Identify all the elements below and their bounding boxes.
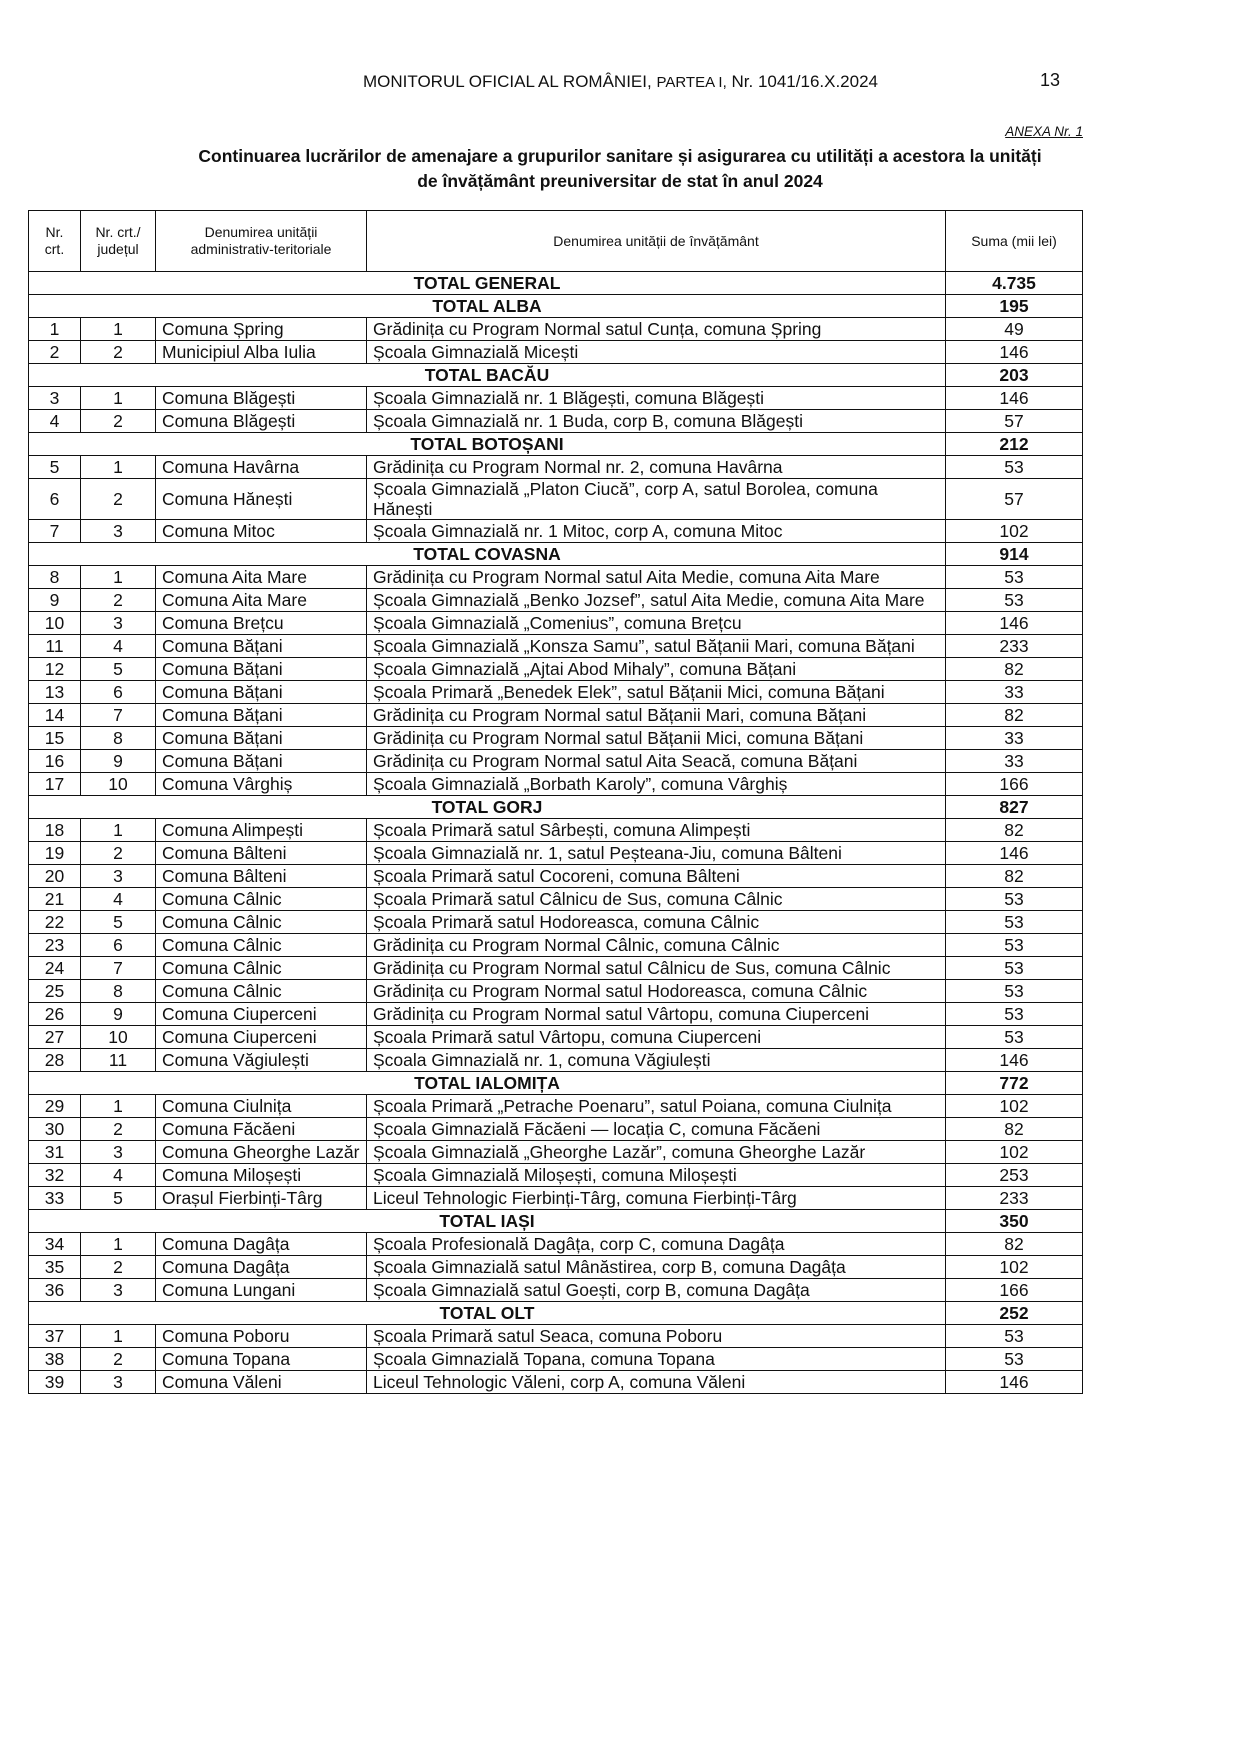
row-uat: Comuna Dagâța bbox=[156, 1256, 367, 1279]
total-row bbox=[29, 295, 1083, 318]
total-row bbox=[29, 272, 1083, 295]
row-nr: 29 bbox=[29, 1095, 81, 1118]
row-nr-judet: 3 bbox=[81, 865, 156, 888]
row-sum: 82 bbox=[946, 1233, 1083, 1256]
row-nr: 8 bbox=[29, 566, 81, 589]
row-school: Școala Gimnazială „Gheorghe Lazăr”, comuna Gheorghe Lazăr bbox=[367, 1141, 946, 1164]
total-sum: 212 bbox=[946, 433, 1083, 456]
row-uat: Comuna Bâlteni bbox=[156, 865, 367, 888]
row-school: Grădinița cu Program Normal satul Aita Seacă, comuna Bățani bbox=[367, 750, 946, 773]
row-uat: Municipiul Alba Iulia bbox=[156, 341, 367, 364]
row-sum: 53 bbox=[946, 456, 1083, 479]
row-uat: Comuna Bățani bbox=[156, 635, 367, 658]
row-sum: 146 bbox=[946, 1049, 1083, 1072]
row-uat: Comuna Blăgești bbox=[156, 410, 367, 433]
row-nr: 24 bbox=[29, 957, 81, 980]
row-uat: Comuna Miloșești bbox=[156, 1164, 367, 1187]
row-nr: 28 bbox=[29, 1049, 81, 1072]
row-sum: 53 bbox=[946, 980, 1083, 1003]
row-nr-judet: 3 bbox=[81, 1371, 156, 1394]
row-uat: Comuna Topana bbox=[156, 1348, 367, 1371]
total-label: TOTAL GENERAL bbox=[29, 272, 946, 295]
row-nr: 22 bbox=[29, 911, 81, 934]
table-row bbox=[29, 1256, 1083, 1279]
table-row bbox=[29, 479, 1083, 520]
row-nr: 1 bbox=[29, 318, 81, 341]
row-nr: 9 bbox=[29, 589, 81, 612]
table-row bbox=[29, 612, 1083, 635]
row-uat: Comuna Aita Mare bbox=[156, 566, 367, 589]
total-label: TOTAL IALOMIȚA bbox=[29, 1072, 946, 1095]
row-sum: 53 bbox=[946, 1325, 1083, 1348]
row-nr-judet: 8 bbox=[81, 727, 156, 750]
row-school: Școala Gimnazială Micești bbox=[367, 341, 946, 364]
table-row bbox=[29, 341, 1083, 364]
total-label: TOTAL COVASNA bbox=[29, 543, 946, 566]
row-school: Grădinița cu Program Normal nr. 2, comuna Havârna bbox=[367, 456, 946, 479]
row-school: Școala Gimnazială nr. 1, comuna Văgiulești bbox=[367, 1049, 946, 1072]
title-line-2: de învățământ preuniversitar de stat în anul 2024 bbox=[417, 171, 823, 191]
row-school: Grădinița cu Program Normal satul Hodoreasca, comuna Câlnic bbox=[367, 980, 946, 1003]
table-row bbox=[29, 456, 1083, 479]
row-nr: 37 bbox=[29, 1325, 81, 1348]
row-uat: Comuna Alimpești bbox=[156, 819, 367, 842]
row-sum: 102 bbox=[946, 520, 1083, 543]
row-uat: Comuna Câlnic bbox=[156, 957, 367, 980]
row-nr-judet: 5 bbox=[81, 1187, 156, 1210]
row-nr: 23 bbox=[29, 934, 81, 957]
row-uat: Comuna Făcăeni bbox=[156, 1118, 367, 1141]
row-nr: 12 bbox=[29, 658, 81, 681]
row-school: Școala Primară satul Cocoreni, comuna Bâlteni bbox=[367, 865, 946, 888]
table-row bbox=[29, 819, 1083, 842]
row-nr-judet: 1 bbox=[81, 387, 156, 410]
table-row bbox=[29, 318, 1083, 341]
total-label: TOTAL IAȘI bbox=[29, 1210, 946, 1233]
row-nr: 34 bbox=[29, 1233, 81, 1256]
row-nr: 27 bbox=[29, 1026, 81, 1049]
row-nr: 14 bbox=[29, 704, 81, 727]
row-nr: 2 bbox=[29, 341, 81, 364]
total-row bbox=[29, 1302, 1083, 1325]
row-sum: 53 bbox=[946, 888, 1083, 911]
row-nr: 19 bbox=[29, 842, 81, 865]
row-school: Școala Gimnazială Făcăeni — locația C, comuna Făcăeni bbox=[367, 1118, 946, 1141]
row-nr: 35 bbox=[29, 1256, 81, 1279]
row-sum: 53 bbox=[946, 957, 1083, 980]
row-nr: 21 bbox=[29, 888, 81, 911]
row-school: Școala Gimnazială nr. 1, satul Peșteana-Jiu, comuna Bâlteni bbox=[367, 842, 946, 865]
row-school: Școala Gimnazială „Benko Jozsef”, satul Aita Medie, comuna Aita Mare bbox=[367, 589, 946, 612]
table-row bbox=[29, 387, 1083, 410]
row-uat: Comuna Bățani bbox=[156, 658, 367, 681]
row-uat: Comuna Bâlteni bbox=[156, 842, 367, 865]
header-part: PARTEA I, bbox=[656, 74, 727, 91]
row-sum: 102 bbox=[946, 1256, 1083, 1279]
row-nr: 4 bbox=[29, 410, 81, 433]
row-uat: Comuna Dagâța bbox=[156, 1233, 367, 1256]
table-row bbox=[29, 842, 1083, 865]
row-school: Școala Gimnazială „Konsza Samu”, satul Bățanii Mari, comuna Bățani bbox=[367, 635, 946, 658]
row-uat: Comuna Ciulnița bbox=[156, 1095, 367, 1118]
table-row bbox=[29, 1348, 1083, 1371]
table-row bbox=[29, 957, 1083, 980]
row-school: Școala Profesională Dagâța, corp C, comuna Dagâța bbox=[367, 1233, 946, 1256]
table-row bbox=[29, 1164, 1083, 1187]
table-row bbox=[29, 934, 1083, 957]
row-sum: 53 bbox=[946, 589, 1083, 612]
row-nr-judet: 9 bbox=[81, 1003, 156, 1026]
row-sum: 233 bbox=[946, 1187, 1083, 1210]
row-school: Școala Gimnazială nr. 1 Blăgești, comuna Blăgești bbox=[367, 387, 946, 410]
row-nr: 18 bbox=[29, 819, 81, 842]
row-nr: 15 bbox=[29, 727, 81, 750]
row-uat: Comuna Văgiulești bbox=[156, 1049, 367, 1072]
table-row bbox=[29, 1279, 1083, 1302]
total-sum: 914 bbox=[946, 543, 1083, 566]
row-sum: 33 bbox=[946, 681, 1083, 704]
row-nr-judet: 5 bbox=[81, 911, 156, 934]
table-row bbox=[29, 773, 1083, 796]
row-uat: Comuna Văleni bbox=[156, 1371, 367, 1394]
total-sum: 350 bbox=[946, 1210, 1083, 1233]
total-row bbox=[29, 1210, 1083, 1233]
col-nr: Nr. crt. bbox=[29, 211, 81, 272]
row-nr: 30 bbox=[29, 1118, 81, 1141]
row-nr-judet: 3 bbox=[81, 1141, 156, 1164]
row-nr-judet: 3 bbox=[81, 612, 156, 635]
row-sum: 82 bbox=[946, 865, 1083, 888]
table-row bbox=[29, 911, 1083, 934]
row-school: Grădinița cu Program Normal Câlnic, comuna Câlnic bbox=[367, 934, 946, 957]
row-sum: 57 bbox=[946, 479, 1083, 520]
table-row bbox=[29, 1003, 1083, 1026]
row-nr-judet: 2 bbox=[81, 1256, 156, 1279]
row-sum: 166 bbox=[946, 1279, 1083, 1302]
total-label: TOTAL OLT bbox=[29, 1302, 946, 1325]
row-sum: 53 bbox=[946, 911, 1083, 934]
row-school: Școala Gimnazială Miloșești, comuna Miloșești bbox=[367, 1164, 946, 1187]
total-label: TOTAL BACĂU bbox=[29, 364, 946, 387]
row-nr-judet: 11 bbox=[81, 1049, 156, 1072]
col-uat: Denumirea unității administrativ-teritoriale bbox=[156, 211, 367, 272]
total-label: TOTAL ALBA bbox=[29, 295, 946, 318]
row-nr: 13 bbox=[29, 681, 81, 704]
table-row bbox=[29, 888, 1083, 911]
row-school: Școala Gimnazială nr. 1 Mitoc, corp A, comuna Mitoc bbox=[367, 520, 946, 543]
row-sum: 102 bbox=[946, 1095, 1083, 1118]
total-row bbox=[29, 1072, 1083, 1095]
col-nr-judet: Nr. crt./ județul bbox=[81, 211, 156, 272]
row-uat: Comuna Gheorghe Lazăr bbox=[156, 1141, 367, 1164]
row-uat: Comuna Havârna bbox=[156, 456, 367, 479]
table-row bbox=[29, 635, 1083, 658]
table-row bbox=[29, 1026, 1083, 1049]
row-sum: 53 bbox=[946, 934, 1083, 957]
row-nr: 16 bbox=[29, 750, 81, 773]
col-sum: Suma (mii lei) bbox=[946, 211, 1083, 272]
allocation-table bbox=[28, 210, 1083, 1394]
row-nr-judet: 1 bbox=[81, 1233, 156, 1256]
row-nr-judet: 1 bbox=[81, 318, 156, 341]
row-nr-judet: 4 bbox=[81, 1164, 156, 1187]
row-nr-judet: 7 bbox=[81, 957, 156, 980]
row-nr-judet: 1 bbox=[81, 1095, 156, 1118]
row-uat: Comuna Vârghiș bbox=[156, 773, 367, 796]
total-row bbox=[29, 543, 1083, 566]
row-nr: 3 bbox=[29, 387, 81, 410]
total-sum: 827 bbox=[946, 796, 1083, 819]
table-row bbox=[29, 1141, 1083, 1164]
row-sum: 146 bbox=[946, 341, 1083, 364]
row-nr-judet: 1 bbox=[81, 819, 156, 842]
row-nr: 11 bbox=[29, 635, 81, 658]
row-school: Grădinița cu Program Normal satul Bățanii Mici, comuna Bățani bbox=[367, 727, 946, 750]
header-title: MONITORUL OFICIAL AL ROMÂNIEI, bbox=[362, 72, 652, 91]
row-school: Grădinița cu Program Normal satul Bățanii Mari, comuna Bățani bbox=[367, 704, 946, 727]
row-sum: 53 bbox=[946, 1003, 1083, 1026]
row-uat: Comuna Hănești bbox=[156, 479, 367, 520]
row-nr-judet: 2 bbox=[81, 341, 156, 364]
row-nr-judet: 2 bbox=[81, 1348, 156, 1371]
row-uat: Comuna Bățani bbox=[156, 681, 367, 704]
row-uat: Comuna Aita Mare bbox=[156, 589, 367, 612]
row-sum: 82 bbox=[946, 1118, 1083, 1141]
row-nr-judet: 3 bbox=[81, 520, 156, 543]
row-nr-judet: 2 bbox=[81, 842, 156, 865]
table-row bbox=[29, 980, 1083, 1003]
row-school: Școala Gimnazială Topana, comuna Topana bbox=[367, 1348, 946, 1371]
row-sum: 53 bbox=[946, 1026, 1083, 1049]
total-row bbox=[29, 433, 1083, 456]
row-nr-judet: 8 bbox=[81, 980, 156, 1003]
row-school: Școala Primară satul Câlnicu de Sus, comuna Câlnic bbox=[367, 888, 946, 911]
table-row bbox=[29, 750, 1083, 773]
row-uat: Comuna Câlnic bbox=[156, 911, 367, 934]
row-school: Liceul Tehnologic Fierbinți-Târg, comuna Fierbinți-Târg bbox=[367, 1187, 946, 1210]
row-nr-judet: 6 bbox=[81, 934, 156, 957]
row-sum: 233 bbox=[946, 635, 1083, 658]
row-sum: 57 bbox=[946, 410, 1083, 433]
table-row bbox=[29, 1187, 1083, 1210]
row-school: Școala Gimnazială „Ajtai Abod Mihaly”, comuna Bățani bbox=[367, 658, 946, 681]
row-uat: Comuna Ciuperceni bbox=[156, 1026, 367, 1049]
row-uat: Comuna Brețcu bbox=[156, 612, 367, 635]
row-nr-judet: 9 bbox=[81, 750, 156, 773]
row-nr: 5 bbox=[29, 456, 81, 479]
row-nr: 6 bbox=[29, 479, 81, 520]
table-row bbox=[29, 704, 1083, 727]
col-school: Denumirea unității de învățământ bbox=[367, 211, 946, 272]
row-nr: 38 bbox=[29, 1348, 81, 1371]
row-school: Școala Primară satul Sârbești, comuna Alimpești bbox=[367, 819, 946, 842]
table-row bbox=[29, 681, 1083, 704]
table-row bbox=[29, 410, 1083, 433]
row-sum: 33 bbox=[946, 750, 1083, 773]
row-sum: 146 bbox=[946, 842, 1083, 865]
row-school: Grădinița cu Program Normal satul Vârtopu, comuna Ciuperceni bbox=[367, 1003, 946, 1026]
row-school: Grădinița cu Program Normal satul Câlnicu de Sus, comuna Câlnic bbox=[367, 957, 946, 980]
total-row bbox=[29, 796, 1083, 819]
row-school: Școala Gimnazială „Borbath Karoly”, comuna Vârghiș bbox=[367, 773, 946, 796]
row-school: Școala Gimnazială satul Mânăstirea, corp B, comuna Dagâța bbox=[367, 1256, 946, 1279]
row-uat: Comuna Blăgești bbox=[156, 387, 367, 410]
total-sum: 195 bbox=[946, 295, 1083, 318]
page-number: 13 bbox=[1040, 70, 1061, 90]
row-nr: 39 bbox=[29, 1371, 81, 1394]
row-sum: 49 bbox=[946, 318, 1083, 341]
row-school: Școala Primară „Petrache Poenaru”, satul Poiana, comuna Ciulnița bbox=[367, 1095, 946, 1118]
row-nr-judet: 5 bbox=[81, 658, 156, 681]
row-school: Școala Primară satul Hodoreasca, comuna Câlnic bbox=[367, 911, 946, 934]
row-school: Liceul Tehnologic Văleni, corp A, comuna Văleni bbox=[367, 1371, 946, 1394]
row-nr: 31 bbox=[29, 1141, 81, 1164]
row-sum: 53 bbox=[946, 566, 1083, 589]
row-nr-judet: 2 bbox=[81, 410, 156, 433]
table-row bbox=[29, 865, 1083, 888]
row-sum: 146 bbox=[946, 1371, 1083, 1394]
row-uat: Comuna Bățani bbox=[156, 704, 367, 727]
row-nr: 36 bbox=[29, 1279, 81, 1302]
row-nr-judet: 1 bbox=[81, 1325, 156, 1348]
table-row bbox=[29, 1095, 1083, 1118]
row-school: Grădinița cu Program Normal satul Cunța, comuna Șpring bbox=[367, 318, 946, 341]
row-uat: Comuna Bățani bbox=[156, 750, 367, 773]
table-row bbox=[29, 566, 1083, 589]
row-sum: 82 bbox=[946, 704, 1083, 727]
row-sum: 82 bbox=[946, 819, 1083, 842]
row-uat: Comuna Poboru bbox=[156, 1325, 367, 1348]
total-row bbox=[29, 364, 1083, 387]
row-uat: Comuna Lungani bbox=[156, 1279, 367, 1302]
table-row bbox=[29, 520, 1083, 543]
row-uat: Comuna Șpring bbox=[156, 318, 367, 341]
row-uat: Comuna Bățani bbox=[156, 727, 367, 750]
table-row bbox=[29, 1049, 1083, 1072]
table-row bbox=[29, 1118, 1083, 1141]
row-nr-judet: 7 bbox=[81, 704, 156, 727]
document-title bbox=[60, 144, 1180, 194]
table-row bbox=[29, 727, 1083, 750]
table-row bbox=[29, 658, 1083, 681]
row-nr-judet: 4 bbox=[81, 635, 156, 658]
row-nr-judet: 10 bbox=[81, 773, 156, 796]
row-school: Școala Gimnazială nr. 1 Buda, corp B, comuna Blăgești bbox=[367, 410, 946, 433]
total-sum: 4.735 bbox=[946, 272, 1083, 295]
row-school: Școala Gimnazială „Platon Ciucă”, corp A, satul Borolea, comuna Hănești bbox=[367, 479, 946, 520]
row-nr-judet: 1 bbox=[81, 456, 156, 479]
row-sum: 146 bbox=[946, 387, 1083, 410]
row-uat: Comuna Mitoc bbox=[156, 520, 367, 543]
row-nr: 10 bbox=[29, 612, 81, 635]
title-line-1: Continuarea lucrărilor de amenajare a grupurilor sanitare și asigurarea cu utilități a acestora la unități bbox=[198, 146, 1042, 166]
row-school: Grădinița cu Program Normal satul Aita Medie, comuna Aita Mare bbox=[367, 566, 946, 589]
row-nr: 32 bbox=[29, 1164, 81, 1187]
total-sum: 252 bbox=[946, 1302, 1083, 1325]
row-sum: 33 bbox=[946, 727, 1083, 750]
row-sum: 146 bbox=[946, 612, 1083, 635]
table-header-row bbox=[29, 211, 1083, 272]
row-uat: Comuna Câlnic bbox=[156, 934, 367, 957]
row-nr-judet: 2 bbox=[81, 1118, 156, 1141]
row-nr-judet: 4 bbox=[81, 888, 156, 911]
table-row bbox=[29, 589, 1083, 612]
row-uat: Orașul Fierbinți-Târg bbox=[156, 1187, 367, 1210]
row-sum: 102 bbox=[946, 1141, 1083, 1164]
total-label: TOTAL BOTOȘANI bbox=[29, 433, 946, 456]
total-sum: 772 bbox=[946, 1072, 1083, 1095]
row-school: Școala Gimnazială „Comenius”, comuna Brețcu bbox=[367, 612, 946, 635]
row-nr: 25 bbox=[29, 980, 81, 1003]
row-nr-judet: 2 bbox=[81, 589, 156, 612]
row-sum: 166 bbox=[946, 773, 1083, 796]
row-uat: Comuna Câlnic bbox=[156, 888, 367, 911]
row-uat: Comuna Ciuperceni bbox=[156, 1003, 367, 1026]
table-row bbox=[29, 1325, 1083, 1348]
row-sum: 53 bbox=[946, 1348, 1083, 1371]
row-school: Școala Gimnazială satul Goești, corp B, comuna Dagâța bbox=[367, 1279, 946, 1302]
row-school: Școala Primară „Benedek Elek”, satul Bățanii Mici, comuna Bățani bbox=[367, 681, 946, 704]
row-nr: 26 bbox=[29, 1003, 81, 1026]
annex-label: ANEXA Nr. 1 bbox=[1005, 124, 1083, 139]
table-row bbox=[29, 1371, 1083, 1394]
row-sum: 82 bbox=[946, 658, 1083, 681]
total-label: TOTAL GORJ bbox=[29, 796, 946, 819]
row-nr-judet: 3 bbox=[81, 1279, 156, 1302]
row-nr-judet: 1 bbox=[81, 566, 156, 589]
row-nr: 17 bbox=[29, 773, 81, 796]
row-nr-judet: 6 bbox=[81, 681, 156, 704]
row-nr: 20 bbox=[29, 865, 81, 888]
row-nr-judet: 2 bbox=[81, 479, 156, 520]
row-nr: 33 bbox=[29, 1187, 81, 1210]
total-sum: 203 bbox=[946, 364, 1083, 387]
table-row bbox=[29, 1233, 1083, 1256]
row-uat: Comuna Câlnic bbox=[156, 980, 367, 1003]
header-issue: Nr. 1041/16.X.2024 bbox=[731, 72, 879, 91]
row-sum: 253 bbox=[946, 1164, 1083, 1187]
row-school: Școala Primară satul Seaca, comuna Poboru bbox=[367, 1325, 946, 1348]
row-nr: 7 bbox=[29, 520, 81, 543]
row-nr-judet: 10 bbox=[81, 1026, 156, 1049]
row-school: Școala Primară satul Vârtopu, comuna Ciuperceni bbox=[367, 1026, 946, 1049]
